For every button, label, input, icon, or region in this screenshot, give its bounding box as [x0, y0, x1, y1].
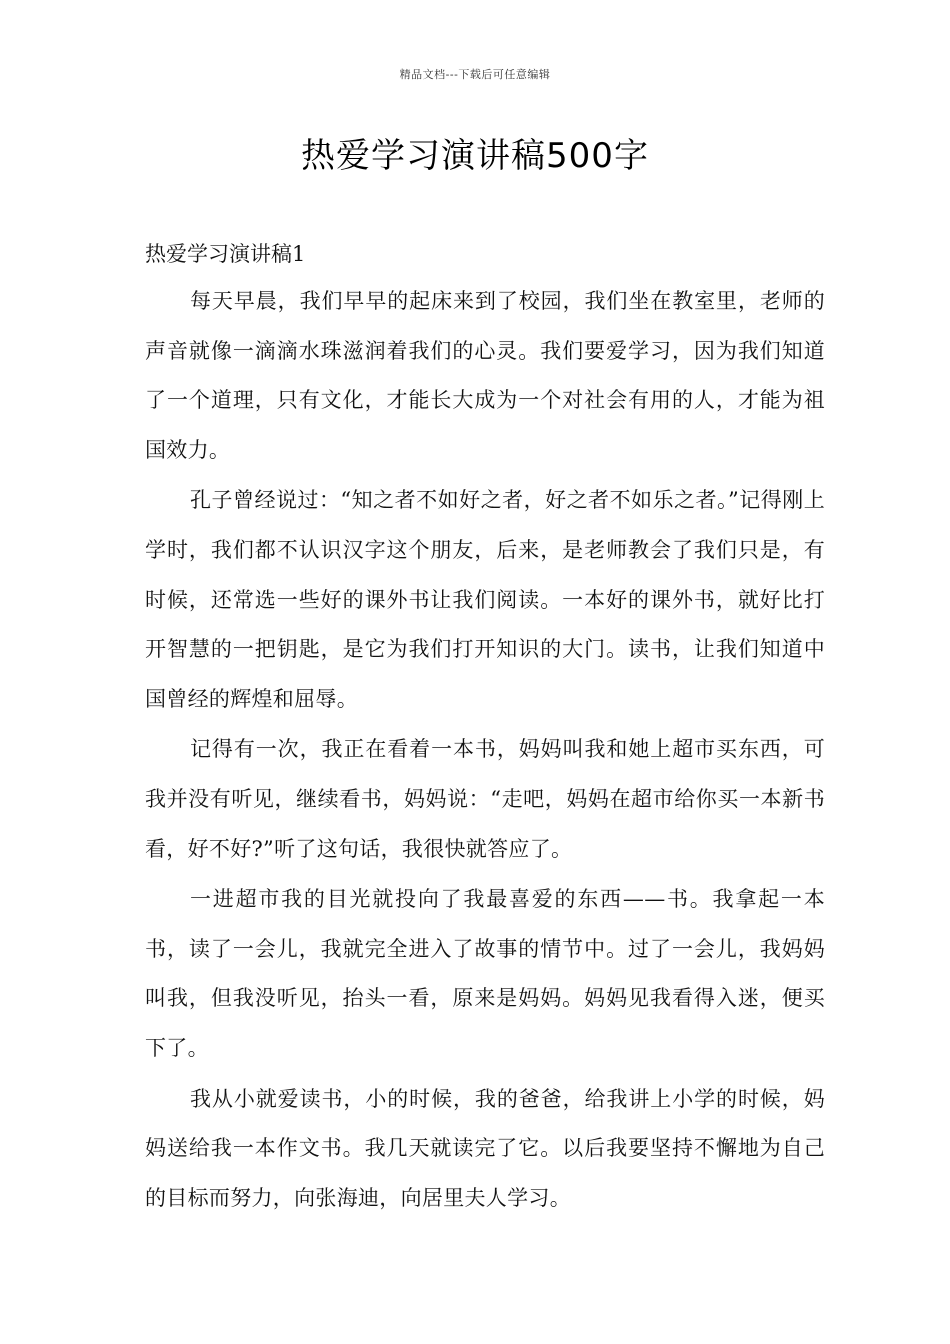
- header-note: 精品文档---下载后可任意编辑: [399, 68, 551, 81]
- paragraph: 我从小就爱读书，小的时候，我的爸爸，给我讲上小学的时候，妈妈送给我一本作文书。我几天就读完了它。以后我要坚持不懈地为自己的目标而努力，向张海迪，向居里夫人学习。: [145, 1086, 825, 1210]
- document-title: 热爱学习演讲稿500字: [301, 136, 649, 176]
- paragraph: 每天早晨，我们早早的起床来到了校园，我们坐在教室里，老师的声音就像一滴滴水珠滋润着我们的心灵。我们要爱学习，因为我们知道了一个道理，只有文化，才能长大成为一个对社会有用的人，才能为祖国效力。: [145, 289, 825, 462]
- paragraph: 孔子曾经说过：“知之者不如好之者，好之者不如乐之者。”记得刚上学时，我们都不认识汉字这个朋友，后来，是老师教会了我们只是，有时候，还常选一些好的课外书让我们阅读。一本好的课外书，就好比打开智慧的一把钥匙，是它为我们打开知识的大门。读书，让我们知道中国曾经的辉煌和屈辱。: [145, 488, 825, 711]
- section-heading: 热爱学习演讲稿1: [145, 242, 306, 266]
- paragraph: 记得有一次，我正在看着一本书，妈妈叫我和她上超市买东西，可我并没有听见，继续看书，妈妈说：“走吧，妈妈在超市给你买一本新书看，好不好?”听了这句话，我很快就答应了。: [145, 737, 825, 861]
- document-body: [145, 277, 825, 1224]
- paragraph: 一进超市我的目光就投向了我最喜爱的东西——书。我拿起一本书，读了一会儿，我就完全进入了故事的情节中。过了一会儿，我妈妈叫我，但我没听见，抬头一看，原来是妈妈。妈妈见我看得入迷，便买下了。: [145, 887, 825, 1060]
